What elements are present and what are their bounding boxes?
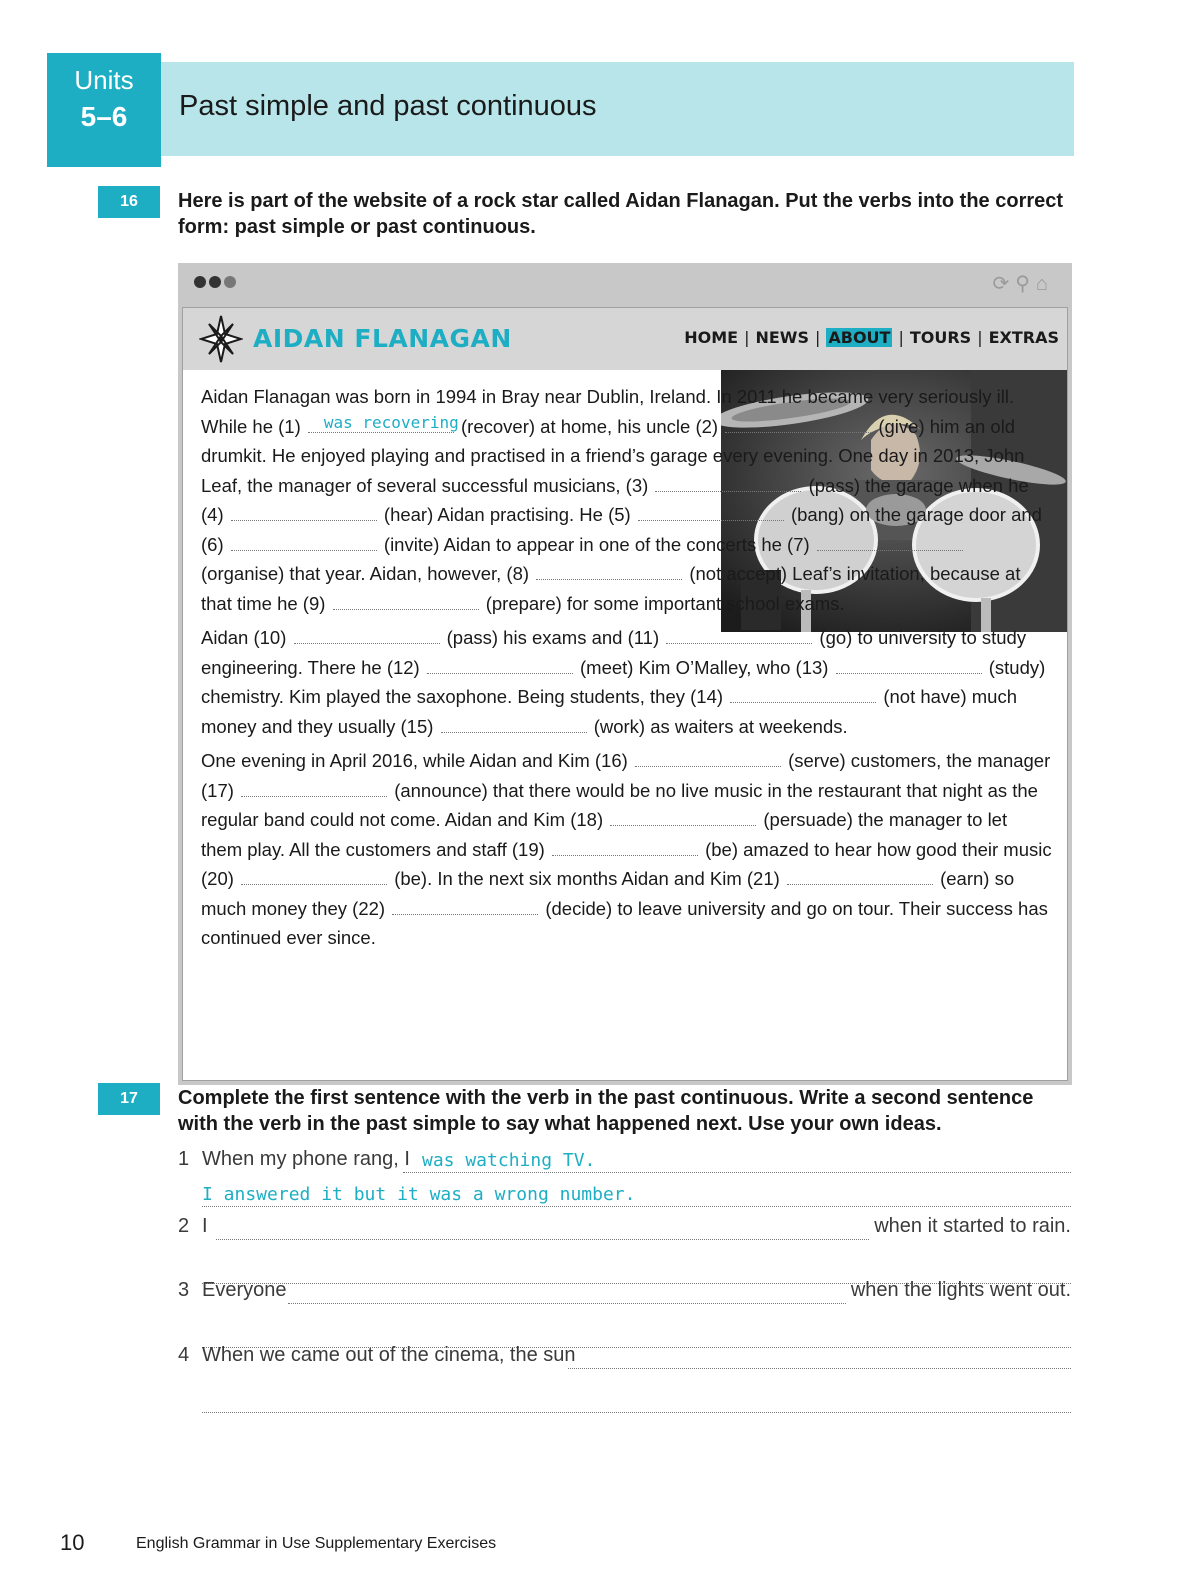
gap-5[interactable] (638, 502, 784, 521)
gap-20[interactable] (241, 866, 387, 885)
browser-window (178, 263, 1072, 1085)
article-text: Aidan (10) (201, 627, 287, 648)
article-text: (not have) much money and they usually (15) (201, 686, 1018, 737)
window-dot-icon (194, 276, 206, 288)
gap-17[interactable] (241, 778, 387, 797)
gap-18[interactable] (610, 807, 756, 826)
gap-12[interactable] (427, 655, 573, 674)
gap-22[interactable] (392, 896, 538, 915)
refresh-icon[interactable]: ⟳ (992, 273, 1016, 295)
answer-line[interactable] (288, 1279, 846, 1304)
question-3 (178, 1279, 1071, 1353)
article-text: (be) amazed to hear how good their music (20) (201, 838, 1052, 889)
exercise-number-16: 16 (98, 186, 160, 218)
exercise-17-instruction: Complete the first sentence with the verb in the past continuous. Write a second sentence with the verb in the past simple to say what happened next. Use your own ideas. (178, 1087, 1034, 1135)
article-text: (pass) his exams and (11) (446, 627, 660, 648)
article-text: (invite) Aidan to appear in one of the concerts he (7) (383, 533, 810, 555)
site-header (183, 308, 1067, 370)
article-text: (hear) Aidan practising. He (5) (383, 504, 631, 525)
question-start: When my phone rang, I (202, 1148, 410, 1170)
article-text: (prepare) for some important school exams. (485, 592, 845, 614)
search-icon[interactable]: ⚲ (1015, 273, 1036, 295)
gap-21[interactable] (787, 866, 933, 885)
website (182, 307, 1068, 1081)
question-1 (178, 1148, 1071, 1212)
unit-badge (47, 53, 161, 167)
article-text: (study) chemistry. Kim played the saxophone. Being students, they (14) (201, 656, 1046, 707)
window-dot-icon (209, 276, 221, 288)
book-title: English Grammar in Use Supplementary Exercises (136, 1535, 497, 1552)
article-text: (work) as waiters at weekends. (593, 715, 848, 737)
nav-news[interactable]: NEWS (755, 328, 809, 347)
question-start: Everyone (202, 1279, 287, 1301)
question-start: I (202, 1215, 208, 1237)
gap-6[interactable] (231, 532, 377, 551)
site-nav: HOME | NEWS | ABOUT | TOURS | EXTRAS (684, 328, 1059, 347)
question-start: When we came out of the cinema, the sun (202, 1344, 576, 1366)
question-4 (178, 1344, 1071, 1418)
question-end: when the lights went out. (850, 1279, 1071, 1301)
gap-9[interactable] (333, 591, 479, 610)
nav-about[interactable]: ABOUT (828, 328, 891, 347)
article-text: (decide) to leave university and go on tour. Their success has continued ever since. (201, 897, 1048, 948)
article-text: (organise) that year. Aidan, however, (8) (201, 563, 530, 584)
article-text: One evening in April 2016, while Aidan and Kim (16) (201, 750, 628, 771)
article-text: (announce) that there would be no live music in the restaurant that night as the regular band could not come. Aidan and Kim (18) (201, 779, 1038, 830)
page-title: Past simple and past continuous (179, 90, 597, 122)
article-text: (be). In the next six months Aidan and Kim (21) (394, 868, 780, 889)
gap-7[interactable] (817, 532, 963, 551)
gap-3[interactable] (655, 473, 801, 492)
article-text: (pass) the garage when he (4) (201, 474, 1029, 525)
home-icon[interactable]: ⌂ (1035, 273, 1054, 295)
gap-14[interactable] (730, 684, 876, 703)
title-bar (161, 62, 1074, 156)
nav-tours[interactable]: TOURS (909, 328, 972, 347)
article-text: (meet) Kim O’Malley, who (13) (580, 656, 829, 678)
article-text: (bang) on the garage door and (6) (201, 504, 1042, 555)
gap-2[interactable] (725, 414, 871, 433)
question-number: 3 (178, 1279, 190, 1301)
answer-1b: I answered it but it was a wrong number. (202, 1184, 636, 1205)
site-article (201, 382, 1053, 958)
article-text: (go) to university to study engineering. There he (12) (201, 627, 1027, 678)
browser-toolbar (992, 271, 1054, 296)
exercise-number-17: 17 (98, 1083, 160, 1115)
site-name: AIDAN FLANAGAN (253, 324, 512, 353)
window-dots (194, 275, 239, 293)
article-text: (earn) so much money they (22) (201, 868, 1015, 919)
answer-1a: was watching TV. (422, 1150, 596, 1171)
article-text: (persuade) the manager to let them play. All the customers and staff (19) (201, 809, 1008, 860)
gap-13[interactable] (836, 655, 982, 674)
window-dot-icon (224, 276, 236, 288)
article-paragraph-3 (201, 746, 1053, 953)
star-logo-icon (199, 314, 243, 364)
answer-line[interactable] (202, 1388, 1071, 1413)
unit-number: 5–6 (80, 101, 128, 132)
article-text: (give) him an old drumkit. He enjoyed playing and practised in a friend’s garage every evening. One day in 2013, John Leaf, the manager of several successful musicians, (3) (201, 415, 1025, 496)
gap-1[interactable] (308, 412, 459, 433)
unit-word: Units (74, 65, 134, 95)
article-paragraph-1 (201, 382, 1053, 618)
gap-8[interactable] (536, 561, 682, 580)
answer-line[interactable] (216, 1215, 869, 1240)
article-text: Aidan Flanagan was born in 1994 in Bray near Dublin, Ireland. In 2011 he became very seriously ill. While he (1) (201, 386, 1015, 437)
question-number: 2 (178, 1215, 190, 1237)
gap-15[interactable] (441, 714, 587, 733)
gap-4[interactable] (231, 502, 377, 521)
gap-19[interactable] (552, 837, 698, 856)
nav-home[interactable]: HOME (684, 328, 739, 347)
gap-16[interactable] (635, 748, 781, 767)
question-end: when it started to rain. (874, 1215, 1071, 1237)
gap-11[interactable] (666, 625, 812, 644)
question-number: 4 (178, 1344, 190, 1366)
answer-1: was recovering (323, 412, 459, 432)
page-number: 10 (60, 1530, 85, 1555)
question-number: 1 (178, 1148, 190, 1170)
nav-extras[interactable]: EXTRAS (988, 328, 1059, 347)
article-text: (not accept) Leaf’s invitation, because at that time he (9) (201, 563, 1021, 614)
question-2 (178, 1215, 1071, 1289)
exercise-16-instruction: Here is part of the website of a rock star called Aidan Flanagan. Put the verbs into the correct form: past simple or past continuous. (178, 190, 1064, 238)
article-paragraph-2 (201, 623, 1053, 741)
answer-line[interactable] (568, 1344, 1071, 1369)
gap-10[interactable] (294, 625, 440, 644)
article-text: (recover) at home, his uncle (2) (461, 415, 719, 437)
article-text: (serve) customers, the manager (17) (201, 750, 1051, 801)
